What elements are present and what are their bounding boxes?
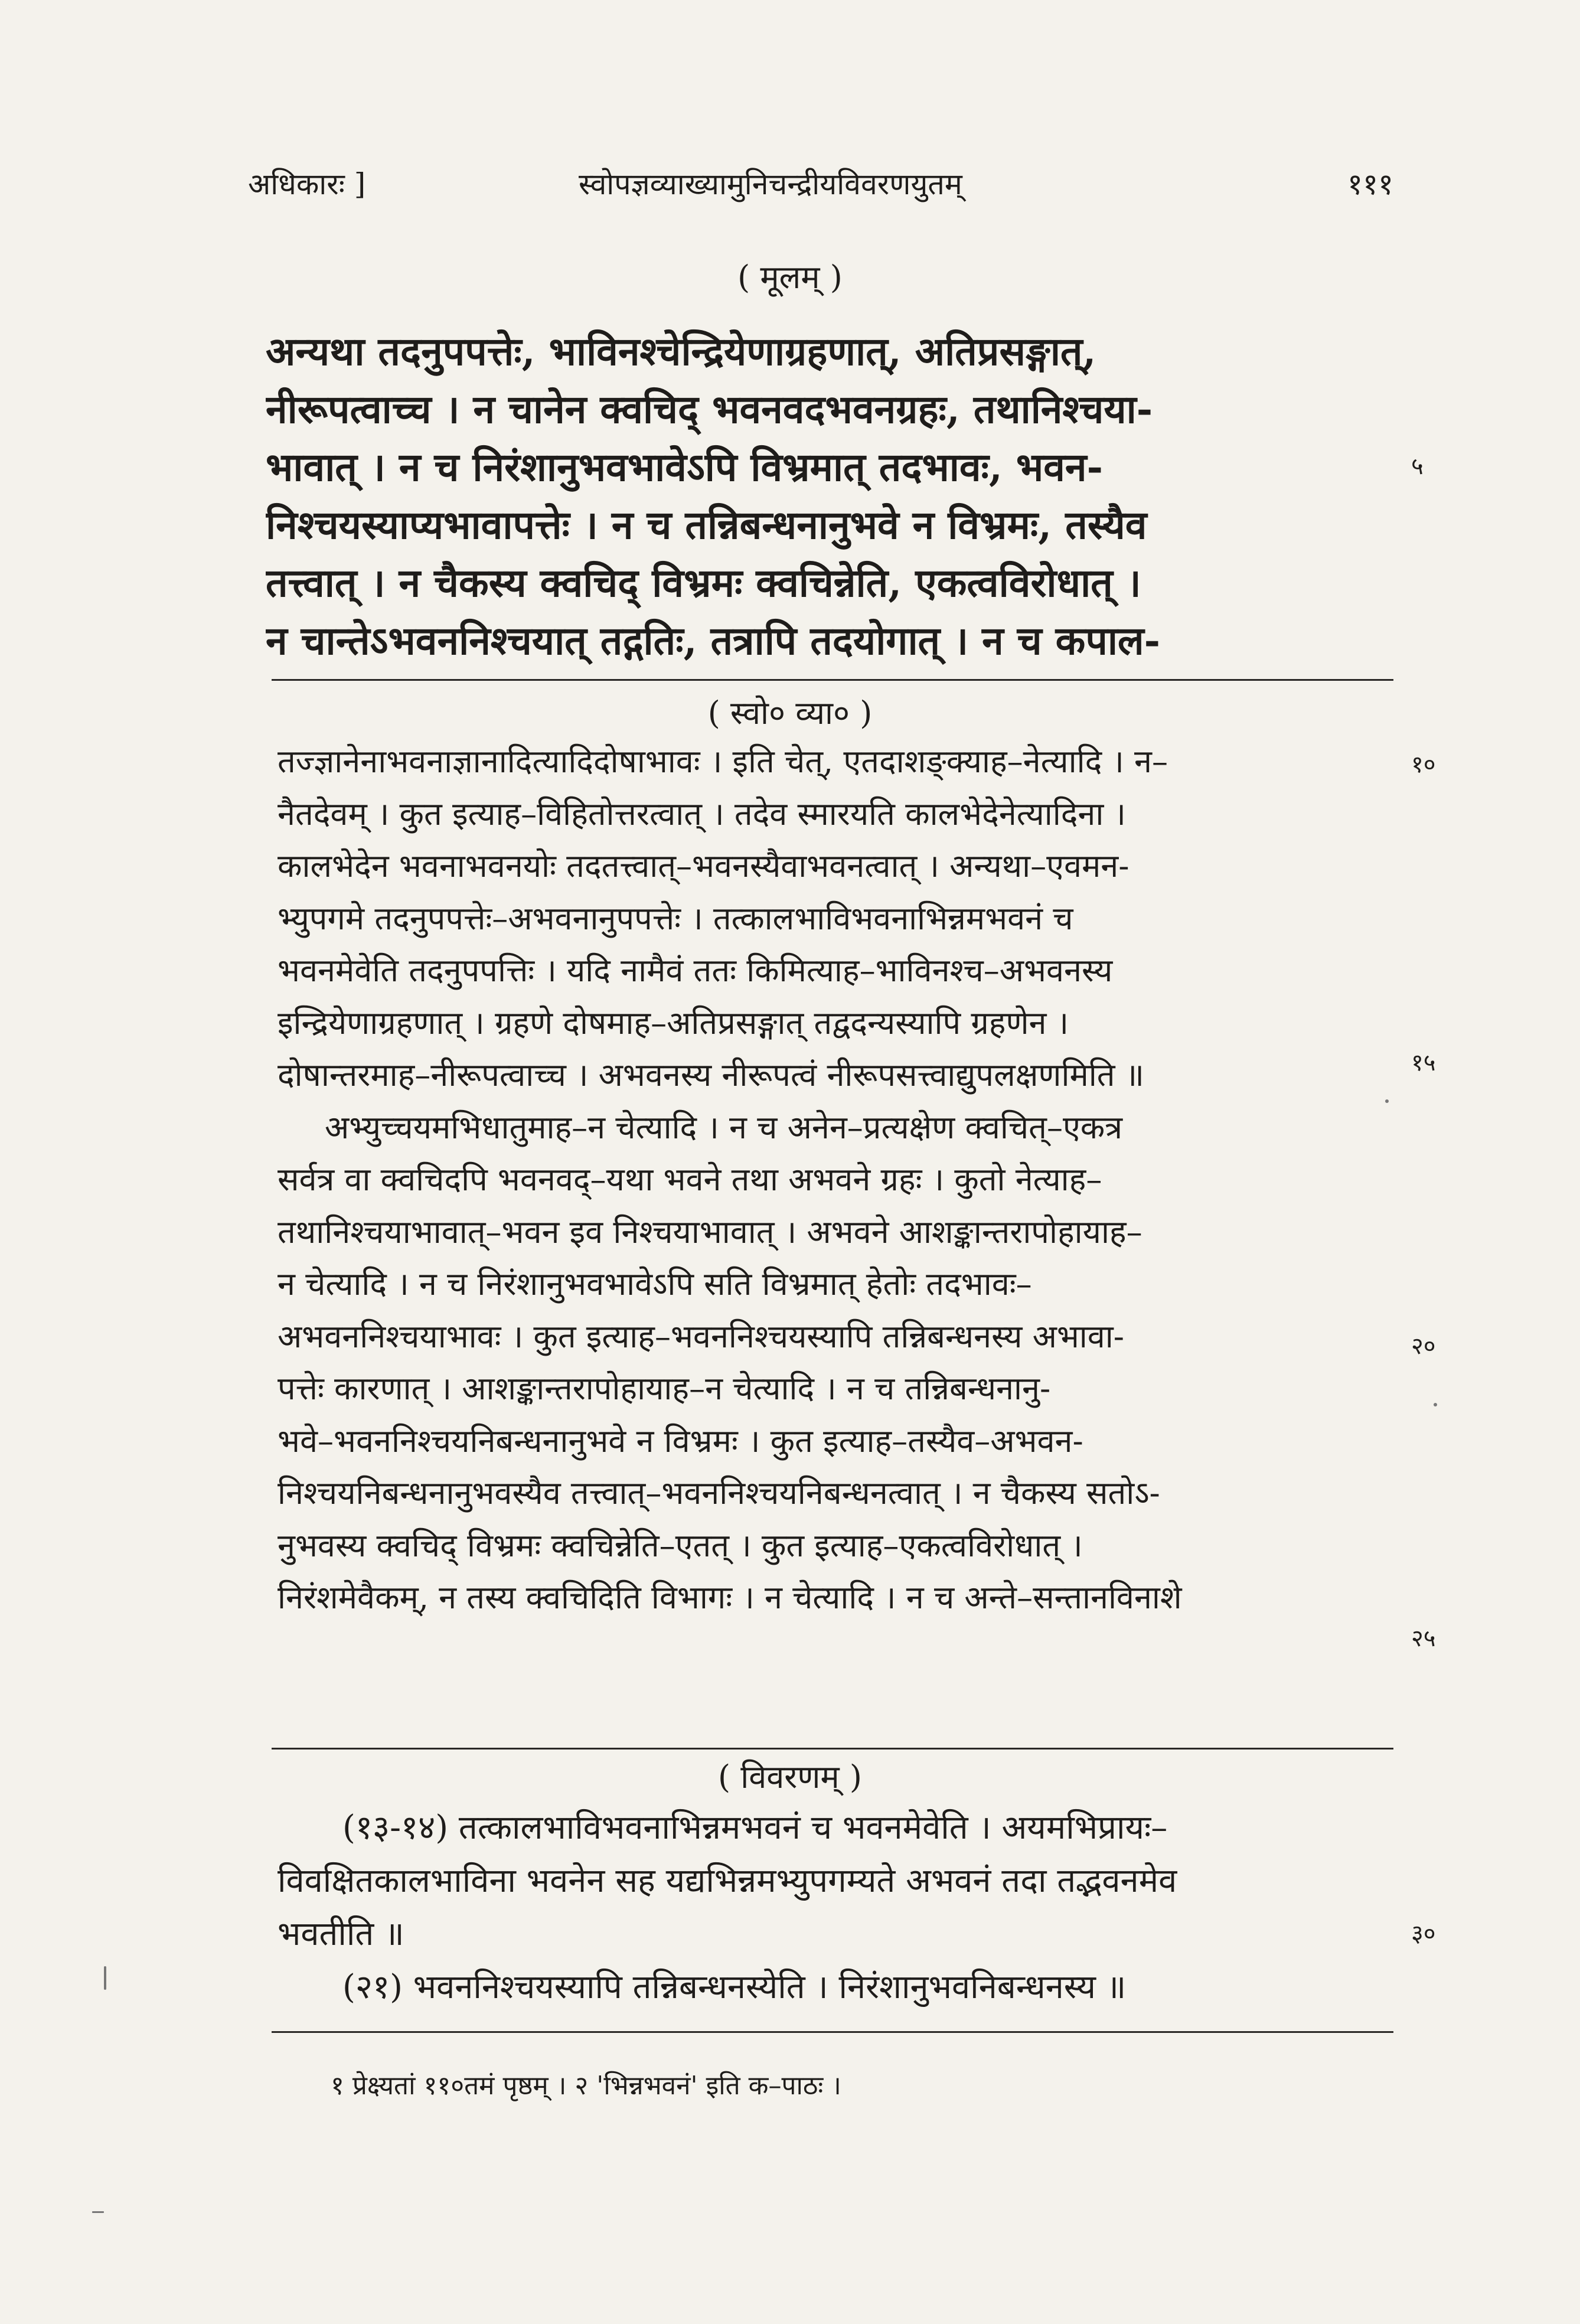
vyakhya-line: कालभेदेन भवनाभवनयोः तदतत्त्वात्–भवनस्यैवाभवनत्वात् । अन्यथा–एवमन- [278,847,1129,884]
line-number: २५ [1411,1625,1436,1652]
vivarana-line: (२१) भवननिश्चयस्यापि तन्निबन्धनस्येति । निरंशानुभवनिबन्धनस्य ॥ [342,1968,1127,2006]
mula-line: निश्चयस्याप्यभावापत्तेः । न च तन्निबन्धनानुभवे न विभ्रमः, तस्यैव [266,502,1147,548]
vyakhya-line: न चेत्यादि । न च निरंशानुभवभावेऽपि सति विभ्रमात् हेतोः तदभावः– [278,1265,1032,1303]
vyakhya-line: भ्युपगमे तदनुपपत्तेः–अभवनानुपपत्तेः । तत्कालभाविभवनाभिन्नमभवनं च [278,899,1073,937]
mula-label: ( मूलम् ) [737,259,843,296]
footnote-divider [272,2031,1393,2033]
vyakhya-line: दोषान्तरमाह–नीरूपत्वाच्च । अभवनस्य नीरूपत्वं नीरूपसत्त्वाद्युपलक्षणमिति ॥ [278,1056,1145,1094]
vyakhya-line: पत्तेः कारणात् । आशङ्कान्तरापोहायाह–न चेत्यादि । न च तन्निबन्धनानु- [278,1370,1051,1407]
mula-line: नीरूपत्वाच्च । न चानेन क्वचिद् भवनवदभवनग्रहः, तथानिश्चया- [266,386,1153,432]
scan-speck [92,2211,104,2213]
vyakhya-line: नैतदेवम् । कुत इत्याह–विहितोत्तरत्वात् । तदेव स्मारयति कालभेदेनेत्यादिना । [278,795,1126,833]
page-header [248,163,1393,204]
vivarana-text [278,1804,1399,2016]
line-number: ३० [1411,1920,1436,1947]
vivarana-line: (१३-१४) तत्कालभाविभवनाभिन्नमभवनं च भवनमेवेति । अयमभिप्रायः– [342,1809,1168,1847]
vyakhya-line: तज्ज्ञानेनाभवनाज्ञानादित्यादिदोषाभावः । इति चेत्, एतदाशङ्क्याह–नेत्यादि । न– [278,743,1168,780]
vyakhya-label: ( स्वो० व्या० ) [707,694,873,732]
line-number: २० [1411,1333,1436,1360]
mula-line: न चान्तेऽभवननिश्चयात् तद्गतिः, तत्रापि तदयोगात् । न च कपाल- [266,618,1161,664]
vivarana-line: विवक्षितकालभाविना भवनेन सह यद्यभिन्नमभ्युपगम्यते अभवनं तदा तद्भवनमेव [278,1862,1177,1900]
vyakhya-line: निश्चयनिबन्धनानुभवस्यैव तत्त्वात्–भवननिश्चयनिबन्धनत्वात् । न चैकस्य सतोऽ- [278,1474,1160,1512]
vyakhya-line: नुभवस्य क्वचिद् विभ्रमः क्वचिन्नेति–एतत् । कुत इत्याह–एकत्वविरोधात् । [278,1526,1083,1564]
running-title: स्वोपज्ञव्याख्यामुनिचन्द्रीयविवरणयुतम् [579,167,962,201]
vyakhya-line: इन्द्रियेणाग्रहणात् । ग्रहणे दोषमाह–अतिप्रसङ्गात् तद्वदन्यस्यापि ग्रहणेन । [278,1004,1069,1042]
vyakhya-line: भवे–भवननिश्चयनिबन्धनानुभवे न विभ्रमः । कुत इत्याह–तस्यैव–अभवन- [278,1422,1083,1460]
vyakhya-line: तथानिश्चयाभावात्–भवन इव निश्चयाभावात् । अभवने आशङ्कान्तरापोहायाह– [278,1213,1142,1251]
vivarana-label: ( विवरणम् ) [718,1758,862,1796]
mula-line: तत्त्वात् । न चैकस्य क्वचिद् विभ्रमः क्वचिन्नेति, एकत्वविरोधात् । [266,560,1141,606]
mula-line: अन्यथा तदनुपपत्तेः, भाविनश्चेन्द्रियेणाग्रहणात्, अतिप्रसङ्गात्, [266,328,1096,374]
vyakhya-line: निरंशमेवैकम्, न तस्य क्वचिदिति विभागः । न चेत्यादि । न च अन्ते–सन्तानविनाशे [278,1579,1182,1616]
section-divider [272,679,1393,681]
scan-speck [1385,1099,1389,1103]
mula-text [266,324,1405,671]
vyakhya-line: भवनमेवेति तदनुपपत्तिः । यदि नामैवं ततः किमित्याह–भाविनश्च–अभवनस्य [278,952,1113,989]
vyakhya-line: अभ्युच्चयमभिधातुमाह–न चेत्यादि । न च अनेन–प्रत्यक्षेण क्वचित्–एकत्र [325,1108,1123,1146]
scan-speck [1434,1403,1437,1406]
vyakhya-line: सर्वत्र वा क्वचिदपि भवनवद्–यथा भवने तथा अभवने ग्रहः । कुतो नेत्याह– [278,1161,1102,1198]
chapter-marker: अधिकारः ] [248,167,366,201]
vivarana-line: भवतीति ॥ [278,1915,404,1953]
section-divider [272,1748,1393,1749]
mula-line: भावात् । न च निरंशानुभवभावेऽपि विभ्रमात् तदभावः, भवन- [266,444,1103,490]
vyakhya-text [278,738,1399,1627]
vyakhya-line: अभवननिश्चयाभावः । कुत इत्याह–भवननिश्चयस्यापि तन्निबन्धनस्य अभावा- [278,1317,1125,1355]
line-number: १५ [1411,1049,1436,1076]
scan-speck [104,1966,106,1990]
line-number: १० [1411,751,1436,778]
footnote: १ प्रेक्ष्यतां ११०तमं पृष्ठम् । २ 'भिन्नभवनं' इति क–पाठः । [331,2071,841,2101]
page-number: १११ [1347,167,1393,201]
line-number: ५ [1411,453,1424,480]
